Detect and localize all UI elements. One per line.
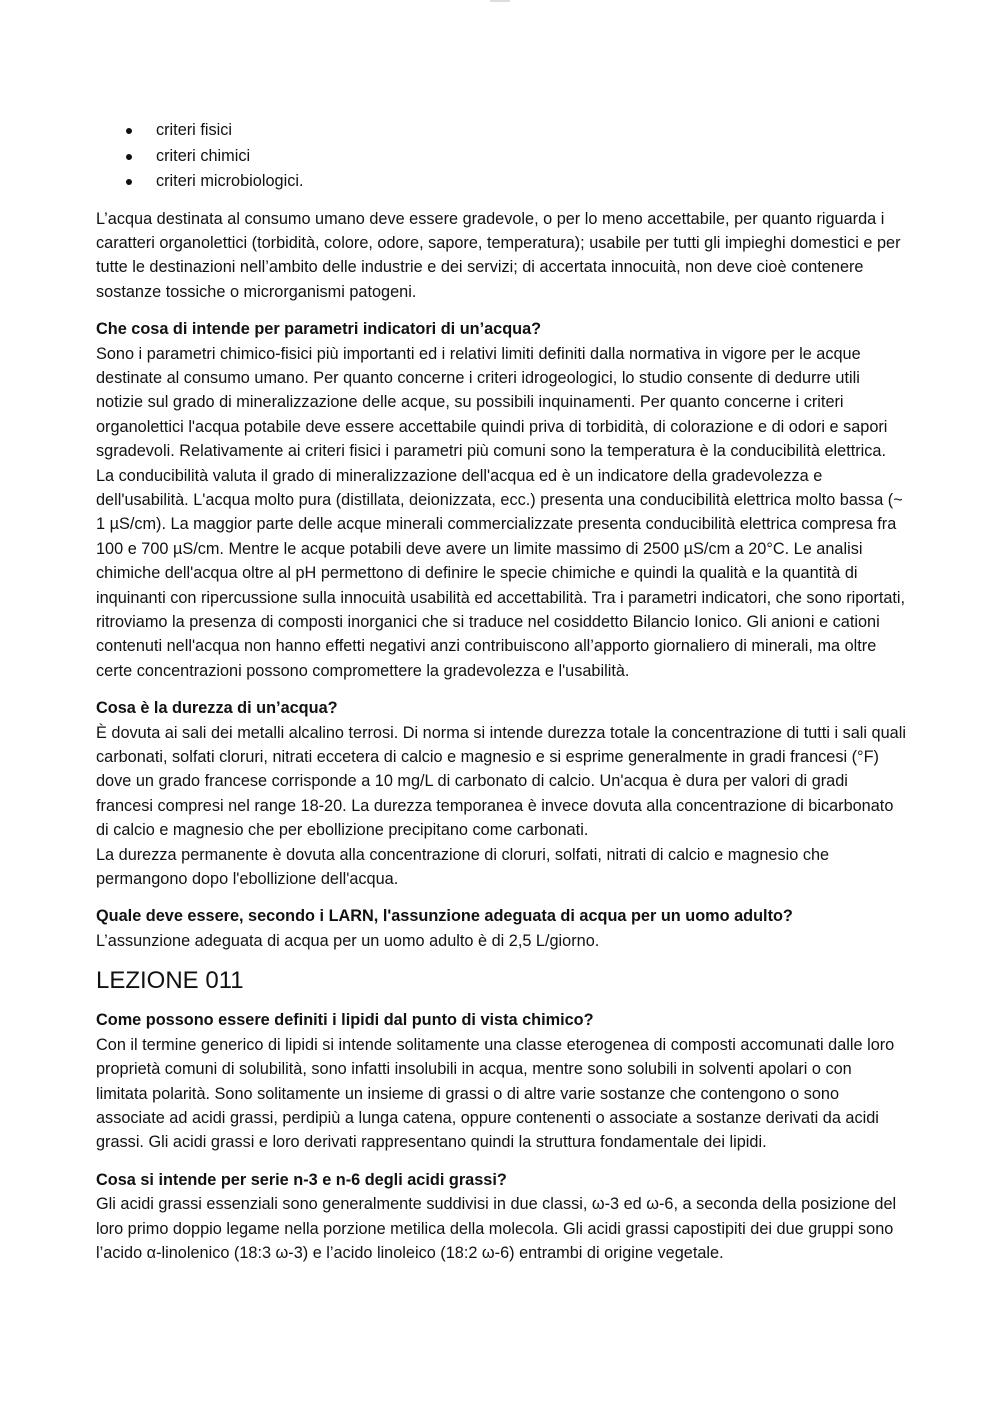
list-item-text: criteri fisici <box>156 121 232 139</box>
bullet-icon <box>126 179 132 185</box>
list-item-text: criteri chimici <box>156 146 251 165</box>
qa-section <box>96 1008 906 1154</box>
answer-paragraph: Sono i parametri chimico-fisici più importanti ed i relativi limiti definiti dalla normativa in vigore per le acque destinate al consumo umano. Per quanto concerne i criteri idrogeologici, lo studio consente di dedurre utili notizie sul grado di mineralizzazione delle acque, su possibili inquinamenti. Per quanto concerne i criteri organolettici l'acqua potabile deve essere accettabile quindi priva di torbidità, di colorazione e di odori e sapori sgradevoli. Relativamente ai criteri fisici i parametri più comuni sono la temperatura è la conducibilità elettrica. La conducibilità valuta il grado di mineralizzazione dell'acqua ed è un indicatore della gradevolezza e dell'usabilità. L'acqua molto pura (distillata, deionizzata, ecc.) presenta una conducibilità elettrica molto bassa (~ 1 µS/cm). La maggior parte delle acque minerali commercializzate presenta conducibilità elettrica compresa fra 100 e 700 µS/cm. Mentre le acque potabili deve avere un limite massimo di 2500 µS/cm a 20°C. Le analisi chimiche dell'acqua oltre al pH permettono di definire le specie chimiche e quindi la qualità e la quantità di inquinanti con ripercussione sulla innocuità usabilità ed accettabilità. Tra i parametri indicatori, che sono riportati, ritroviamo la presenza di composti inorganici che si traduce nel cosiddetto Bilancio Ionico. Gli anioni e cationi contenuti nell'acqua non hanno effetti negativi anzi contribuiscono all’apporto giornaliero di minerali, ma oltre certe concentrazioni possono compromettere la gradevolezza e l'usabilità. <box>96 344 906 680</box>
list-item-text: criteri microbiologici. <box>156 172 304 190</box>
page-header-mark <box>490 0 510 2</box>
answer-paragraph: Con il termine generico di lipidi si intende solitamente una classe eterogenea di composti accomunati dalle loro proprietà comuni di solubilità, sono infatti insolubili in acqua, mentre sono solubili in solventi apolari o con limitata polarità. Sono solitamente un insieme di grassi o di altre varie sostanze che contengono o sono associate ad acidi grassi, perdipiù a lunga catena, oppure contenenti o associate a sostanze derivati da acidi grassi. Gli acidi grassi e loro derivati rappresentano quindi la struttura fondamentale dei lipidi. <box>96 1035 895 1152</box>
qa-section <box>96 1168 906 1266</box>
list-item <box>126 144 906 170</box>
lesson-heading: LEZIONE 011 <box>96 967 244 995</box>
intro-paragraph: L’acqua destinata al consumo umano deve essere gradevole, o per lo meno accettabile, per quanto riguarda i caratteri organolettici (torbidità, colore, odore, sapore, temperatura); usabile per tutti gli impieghi domestici e per tutte le destinazioni nell’ambito delle industrie e dei servizi; di accertata innocuità, non deve cioè contenere sostanze tossiche o microrganismi patogeni. <box>96 209 901 301</box>
list-item <box>126 169 906 195</box>
answer-paragraph: È dovuta ai sali dei metalli alcalino terrosi. Di norma si intende durezza totale la concentrazione di tutti i sali quali carbonati, solfati cloruri, nitrati eccetera di calcio e magnesio e si esprime generalmente in gradi francesi (°F) dove un grado francese corrisponde a 10 mg/L di carbonato di calcio. Un'acqua è dura per valori di gradi francesi compresi nel range 18-20. La durezza temporanea è invece dovuta alla concentrazione di bicarbonato di calcio e magnesio che per ebollizione precipitano come carbonati. <box>96 723 906 840</box>
list-item <box>126 118 906 144</box>
question-heading: Quale deve essere, secondo i LARN, l'assunzione adeguata di acqua per un uomo adulto? <box>96 907 793 926</box>
qa-section <box>96 904 906 953</box>
bullet-icon <box>126 128 132 134</box>
criteria-list <box>96 118 906 195</box>
answer-paragraph: L’assunzione adeguata di acqua per un uomo adulto è di 2,5 L/giorno. <box>96 931 600 950</box>
document-page <box>96 118 906 1278</box>
question-heading: Come possono essere definiti i lipidi dal punto di vista chimico? <box>96 1011 594 1030</box>
question-heading: Cosa è la durezza di un’acqua? <box>96 699 338 718</box>
question-heading: Cosa si intende per serie n-3 e n-6 degli acidi grassi? <box>96 1170 507 1189</box>
qa-section <box>96 317 906 683</box>
answer-paragraph: Gli acidi grassi essenziali sono generalmente suddivisi in due classi, ω-3 ed ω-6, a seconda della posizione del loro primo doppio legame nella porzione metilica della molecola. Gli acidi grassi capostipiti dei due gruppi sono l’acido α-linolenico (18:3 ω-3) e l’acido linoleico (18:2 ω-6) entrambi di origine vegetale. <box>96 1195 897 1262</box>
answer-paragraph: La durezza permanente è dovuta alla concentrazione di cloruri, solfati, nitrati di calcio e magnesio che permangono dopo l'ebollizione dell'acqua. <box>96 845 830 889</box>
bullet-icon <box>126 154 132 160</box>
question-heading: Che cosa di intende per parametri indicatori di un’acqua? <box>96 320 542 339</box>
qa-section <box>96 696 906 891</box>
